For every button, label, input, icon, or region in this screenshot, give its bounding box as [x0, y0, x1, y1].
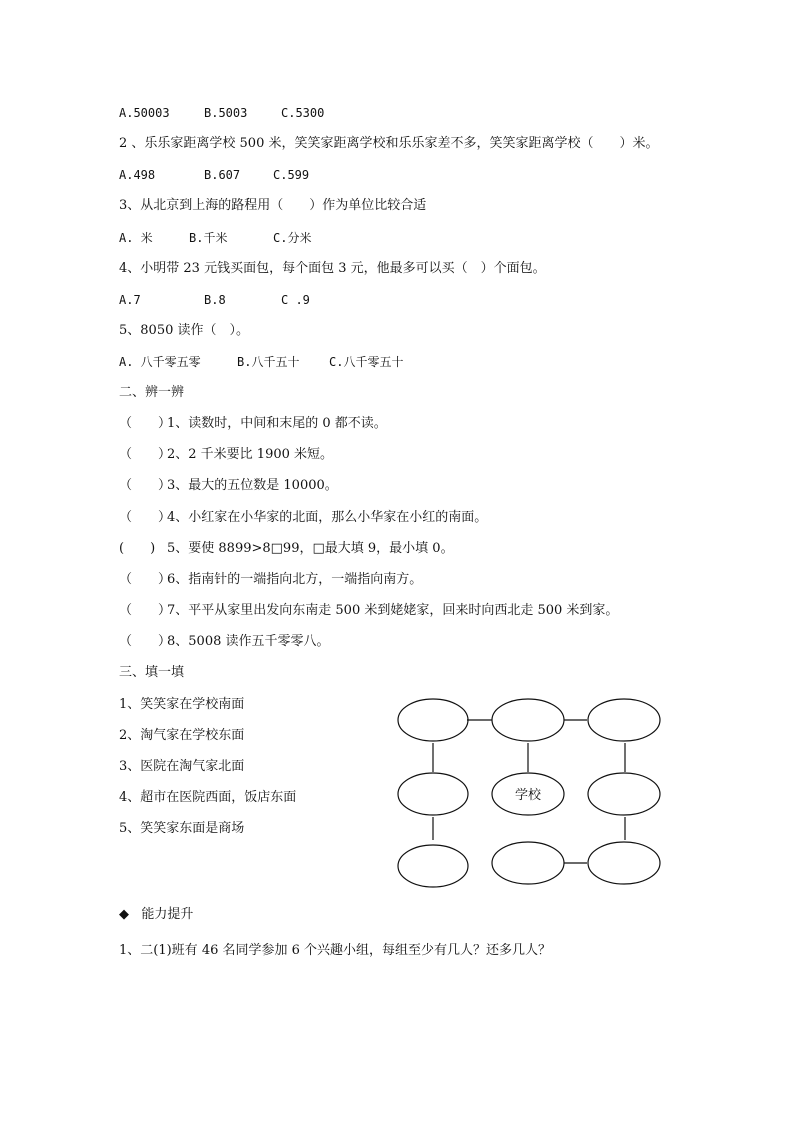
q3-option-a: A. 米: [119, 231, 153, 245]
answer-parens[interactable]: （ ）: [119, 603, 172, 618]
blank-node-sw[interactable]: [398, 845, 468, 887]
q2-option-a: A.498: [119, 168, 156, 182]
q1-option-a: A.50003: [119, 106, 170, 120]
answer-parens[interactable]: （ ）: [119, 510, 172, 525]
clue-4: 4、超市在医院西面，饭店东面: [119, 790, 297, 805]
section2-heading: 二、辨一辨: [119, 385, 185, 400]
ability-q1: 1、二(1)班有 46 名同学参加 6 个兴趣小组，每组至少有几人？还多几人？: [119, 943, 552, 958]
answer-parens[interactable]: （ ）: [119, 447, 172, 462]
tf-item-text: 6、指南针的一端指向北方，一端指向南方。: [167, 572, 423, 587]
q4-text: 4、小明带 23 元钱买面包，每个面包 3 元，他最多可以买（ ）个面包。: [119, 261, 546, 276]
blank-node-e[interactable]: [588, 773, 660, 815]
q5-text: 5、8050 读作（ ）。: [119, 323, 249, 338]
answer-parens[interactable]: （ ）: [119, 478, 172, 493]
tf-item-1: [119, 415, 387, 433]
tf-item-8: [119, 633, 330, 651]
tf-item-text: 1、读数时，中间和末尾的 0 都不读。: [167, 416, 387, 431]
tf-item-2: [119, 446, 333, 464]
blank-node-w[interactable]: [398, 773, 468, 815]
blank-node-ne[interactable]: [588, 699, 660, 741]
q2-text: 2 、乐乐家距离学校 500 米，笑笑家距离学校和乐乐家差不多，笑笑家距离学校（ ）米。: [119, 136, 659, 151]
q4-option-a: A.7: [119, 293, 141, 307]
section4-title: 能力提升: [141, 907, 194, 922]
q1-option-c: C.5300: [281, 106, 325, 120]
answer-parens[interactable]: （ ）: [119, 634, 172, 649]
blank-node-s[interactable]: [492, 842, 564, 884]
tf-item-text: 7、平平从家里出发向东南走 500 米到姥姥家，回来时向西北走 500 米到家。: [167, 603, 619, 618]
q3-option-c: C.分米: [273, 231, 312, 245]
q1-option-b: B.5003: [204, 106, 248, 120]
tf-item-7: [119, 602, 618, 620]
tf-item-text: 3、最大的五位数是 10000。: [167, 478, 338, 493]
section3-heading: 三、填一填: [119, 665, 185, 680]
q4-option-b: B.8: [204, 293, 226, 307]
q5-option-a: A. 八千零五零: [119, 355, 201, 369]
answer-parens[interactable]: （ ）: [119, 572, 172, 587]
tf-item-text: 5、要使 8899>8□99，□最大填 9，最小填 0。: [167, 541, 454, 556]
tf-item-text: 4、小红家在小华家的北面，那么小华家在小红的南面。: [167, 510, 488, 525]
school-label: 学校: [514, 788, 542, 803]
tf-item-text: 8、5008 读作五千零零八。: [167, 634, 330, 649]
blank-node-n[interactable]: [492, 699, 564, 741]
tf-item-6: [119, 571, 422, 589]
q4-option-c: C .9: [281, 293, 310, 307]
tf-item-4: [119, 509, 487, 527]
q2-option-b: B.607: [204, 168, 241, 182]
tf-item-5: [119, 540, 454, 558]
answer-parens[interactable]: ( ): [119, 541, 156, 556]
tf-item-3: [119, 477, 338, 495]
tf-item-text: 2、2 千米要比 1900 米短。: [167, 447, 334, 462]
q5-option-c: C.八千零五十: [329, 355, 404, 369]
q3-option-b: B.千米: [189, 231, 228, 245]
blank-node-se[interactable]: [588, 842, 660, 884]
q2-option-c: C.599: [273, 168, 310, 182]
diamond-bullet-icon: ◆: [119, 907, 129, 922]
blank-node-nw[interactable]: [398, 699, 468, 741]
clue-5: 5、笑笑家东面是商场: [119, 821, 245, 836]
section4-heading: [119, 906, 193, 924]
q5-option-b: B.八千五十: [237, 355, 300, 369]
location-grid-diagram: [394, 697, 666, 893]
clue-2: 2、淘气家在学校东面: [119, 728, 245, 743]
clue-1: 1、笑笑家在学校南面: [119, 697, 245, 712]
answer-parens[interactable]: （ ）: [119, 416, 172, 431]
q3-text: 3、从北京到上海的路程用（ ）作为单位比较合适: [119, 198, 427, 213]
clue-3: 3、医院在淘气家北面: [119, 759, 245, 774]
